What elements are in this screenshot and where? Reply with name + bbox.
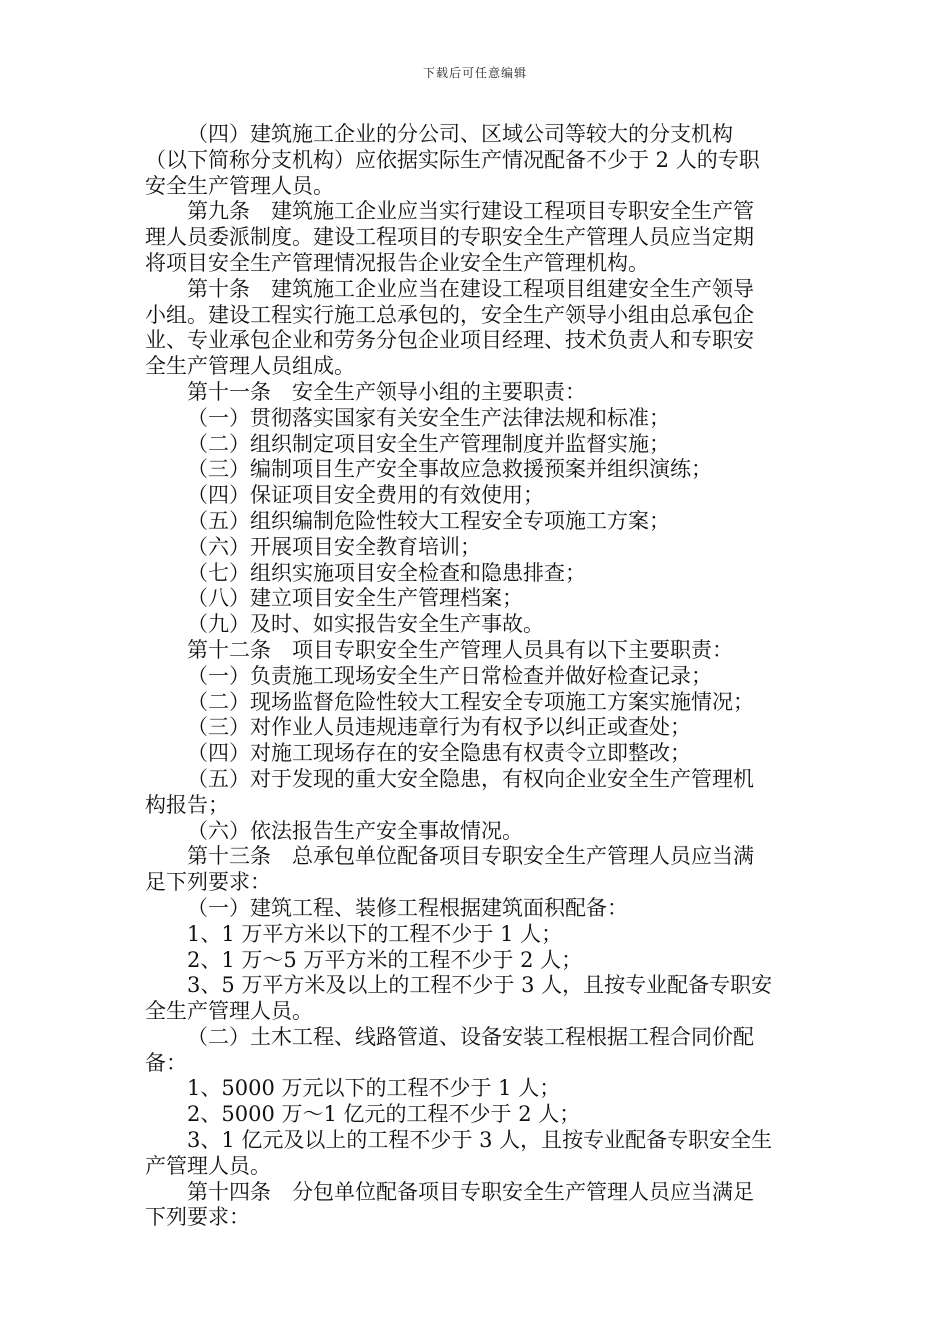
list-item: （六）依法报告生产安全事故情况。	[187, 818, 523, 843]
list-item: （三）对作业人员违规违章行为有权予以纠正或查处；	[187, 715, 691, 740]
document-body	[145, 122, 795, 1231]
text-line: 小组。建设工程实行施工总承包的，安全生产领导小组由总承包企	[145, 302, 754, 327]
article-13-start: 第十三条 总承包单位配备项目专职安全生产管理人员应当满	[187, 844, 754, 869]
text-line: 全生产管理人员。	[145, 999, 313, 1024]
list-item: （九）及时、如实报告安全生产事故。	[187, 612, 544, 637]
article-11-start: 第十一条 安全生产领导小组的主要职责：	[187, 379, 586, 404]
list-item: （四）对施工现场存在的安全隐患有权责令立即整改；	[187, 741, 691, 766]
text-line: （四）建筑施工企业的分公司、区域公司等较大的分支机构	[187, 122, 733, 146]
list-item: 2、1 万～5 万平方米的工程不少于 2 人；	[187, 947, 583, 972]
list-item: （一）建筑工程、装修工程根据建筑面积配备：	[187, 895, 628, 920]
list-item: （二）现场监督危险性较大工程安全专项施工方案实施情况；	[187, 689, 754, 714]
list-item: 3、5 万平方米及以上的工程不少于 3 人，且按专业配备专职安	[187, 973, 773, 998]
text-line: 业、专业承包企业和劳务分包企业项目经理、技术负责人和专职安	[145, 328, 754, 353]
article-10-start: 第十条 建筑施工企业应当在建设工程项目组建安全生产领导	[187, 276, 754, 301]
list-item: 1、1 万平方米以下的工程不少于 1 人；	[187, 921, 563, 946]
list-item: （五）组织编制危险性较大工程安全专项施工方案；	[187, 508, 670, 533]
list-item: （二）组织制定项目安全生产管理制度并监督实施；	[187, 431, 670, 456]
text-line: 足下列要求：	[145, 870, 271, 895]
text-line: 全生产管理人员组成。	[145, 354, 355, 379]
text-line: 将项目安全生产管理情况报告企业安全生产管理机构。	[145, 250, 649, 275]
list-item: （一）负责施工现场安全生产日常检查并做好检查记录；	[187, 663, 712, 688]
list-item: （八）建立项目安全生产管理档案；	[187, 586, 523, 611]
list-item: （四）保证项目安全费用的有效使用；	[187, 483, 544, 508]
text-line: 下列要求：	[145, 1205, 250, 1230]
list-item: 2、5000 万～1 亿元的工程不少于 2 人；	[187, 1102, 581, 1127]
article-12-start: 第十二条 项目专职安全生产管理人员具有以下主要职责：	[187, 637, 733, 662]
list-item: （一）贯彻落实国家有关安全生产法律法规和标准；	[187, 405, 670, 430]
text-line: （以下简称分支机构）应依据实际生产情况配备不少于 2 人的专职	[145, 147, 760, 172]
article-14-start: 第十四条 分包单位配备项目专职安全生产管理人员应当满足	[187, 1179, 754, 1204]
list-item: 1、5000 万元以下的工程不少于 1 人；	[187, 1076, 561, 1101]
list-item: （三）编制项目生产安全事故应急救援预案并组织演练；	[187, 457, 712, 482]
page-header: 下载后可任意编辑	[422, 66, 527, 80]
list-item: 3、1 亿元及以上的工程不少于 3 人，且按专业配备专职安全生	[187, 1128, 773, 1153]
text-line: 备：	[145, 1050, 187, 1075]
list-item: （二）土木工程、线路管道、设备安装工程根据工程合同价配	[187, 1024, 754, 1049]
list-item: （五）对于发现的重大安全隐患，有权向企业安全生产管理机	[187, 766, 754, 791]
text-line: 理人员委派制度。建设工程项目的专职安全生产管理人员应当定期	[145, 225, 754, 250]
text-line: 产管理人员。	[145, 1153, 271, 1178]
text-line: 安全生产管理人员。	[145, 173, 334, 198]
article-9-start: 第九条 建筑施工企业应当实行建设工程项目专职安全生产管	[187, 199, 754, 224]
list-item: （七）组织实施项目安全检查和隐患排查；	[187, 560, 586, 585]
text-line: 构报告；	[145, 792, 229, 817]
list-item: （六）开展项目安全教育培训；	[187, 534, 481, 559]
